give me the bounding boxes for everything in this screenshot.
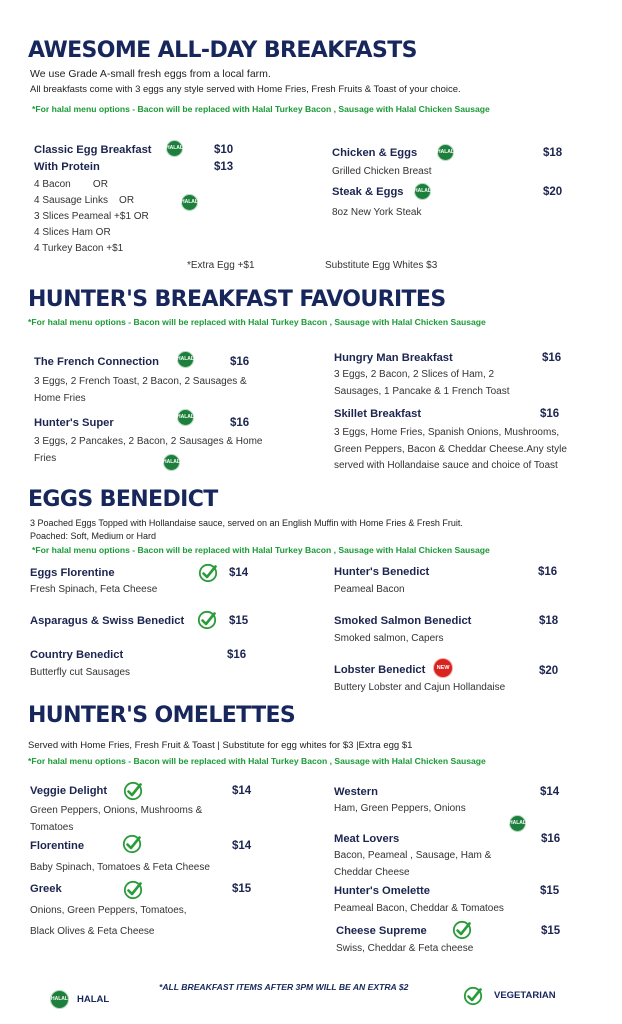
egg-whites-note: Substitute Egg Whites $3 bbox=[325, 260, 438, 271]
option-bacon: 4 Bacon OR bbox=[34, 179, 108, 190]
halal-icon: HALAL bbox=[166, 140, 183, 157]
western-omelette-desc: Ham, Green Peppers, Onions bbox=[334, 803, 466, 814]
section-title-breakfasts: AWESOME ALL-DAY BREAKFASTS bbox=[28, 38, 417, 63]
skillet-price: $16 bbox=[540, 408, 560, 420]
chicken-eggs-name: Chicken & Eggs bbox=[332, 147, 418, 159]
veggie-delight-price: $14 bbox=[232, 785, 252, 797]
halal-icon: HALAL bbox=[414, 183, 431, 200]
steak-eggs-desc: 8oz New York Steak bbox=[332, 207, 422, 218]
halal-icon: HALAL bbox=[181, 194, 198, 211]
new-badge-icon: NEW bbox=[433, 658, 453, 678]
hunters-omelette-name: Hunter's Omelette bbox=[334, 885, 430, 897]
lobster-benedict-name: Lobster Benedict bbox=[334, 664, 426, 676]
section-title-favourites: HUNTER'S BREAKFAST FAVOURITES bbox=[28, 287, 446, 312]
breakfasts-halal-note: *For halal menu options - Bacon will be replaced with Halal Turkey Bacon , Sausage with Halal Chicken Sausage bbox=[32, 104, 490, 114]
eggs-florentine-name: Eggs Florentine bbox=[30, 567, 115, 579]
florentine-omelette-price: $14 bbox=[232, 840, 252, 852]
vegetarian-check-icon bbox=[123, 781, 143, 801]
breakfasts-intro-2: All breakfasts come with 3 eggs any style served with Home Fries, Fresh Fruits & Toast of your choice. bbox=[30, 84, 461, 95]
hunters-benedict-name: Hunter's Benedict bbox=[334, 566, 430, 578]
halal-icon: HALAL bbox=[177, 409, 194, 426]
benedict-halal-note: *For halal menu options - Bacon will be replaced with Halal Turkey Bacon , Sausage with Halal Chicken Sausage bbox=[32, 545, 490, 555]
section-title-omelettes: HUNTER'S OMELETTES bbox=[28, 703, 296, 728]
hungry-man-price: $16 bbox=[542, 352, 562, 364]
country-benedict-name: Country Benedict bbox=[30, 649, 124, 661]
hunters-omelette-price: $15 bbox=[540, 885, 560, 897]
chicken-eggs-price: $18 bbox=[543, 147, 563, 159]
lobster-benedict-desc: Buttery Lobster and Cajun Hollandaise bbox=[334, 682, 506, 693]
benedict-intro-1: 3 Poached Eggs Topped with Hollandaise sauce, served on an English Muffin with Home Fries & Fresh Fruit. bbox=[30, 518, 463, 528]
salmon-benedict-desc: Smoked salmon, Capers bbox=[334, 633, 444, 644]
greek-omelette-name: Greek bbox=[30, 883, 62, 895]
veggie-delight-name: Veggie Delight bbox=[30, 785, 108, 797]
hunters-super-price: $16 bbox=[230, 417, 250, 429]
french-connection-price: $16 bbox=[230, 356, 250, 368]
steak-eggs-name: Steak & Eggs bbox=[332, 186, 404, 198]
favourites-halal-note: *For halal menu options - Bacon will be replaced with Halal Turkey Bacon , Sausage with Halal Chicken Sausage bbox=[28, 317, 486, 327]
section-title-benedict: EGGS BENEDICT bbox=[28, 487, 218, 512]
hungry-man-desc: 3 Eggs, 2 Bacon, 2 Slices of Ham, 2 Sausages, 1 Pancake & 1 French Toast bbox=[334, 369, 510, 397]
country-benedict-desc: Butterfly cut Sausages bbox=[30, 667, 131, 678]
hunters-super-name: Hunter's Super bbox=[34, 417, 114, 429]
hunters-benedict-price: $16 bbox=[538, 566, 558, 578]
chicken-eggs-desc: Grilled Chicken Breast bbox=[332, 166, 432, 177]
halal-icon: HALAL bbox=[177, 351, 194, 368]
skillet-name: Skillet Breakfast bbox=[334, 408, 422, 420]
vegetarian-check-icon bbox=[452, 920, 472, 940]
greek-omelette-desc-1: Onions, Green Peppers, Tomatoes, bbox=[30, 905, 187, 916]
vegetarian-legend-label: VEGETARIAN bbox=[494, 990, 556, 1001]
classic-protein-name: With Protein bbox=[34, 161, 100, 173]
eggs-florentine-desc: Fresh Spinach, Feta Cheese bbox=[30, 584, 158, 595]
eggs-florentine-price: $14 bbox=[229, 567, 249, 579]
meat-lovers-name: Meat Lovers bbox=[334, 833, 400, 845]
hunters-omelette-desc: Peameal Bacon, Cheddar & Tomatoes bbox=[334, 903, 504, 914]
hunters-super-desc: 3 Eggs, 2 Pancakes, 2 Bacon, 2 Sausages & Home Fries bbox=[34, 436, 263, 464]
french-connection-desc: 3 Eggs, 2 French Toast, 2 Bacon, 2 Sausages & Home Fries bbox=[34, 376, 247, 404]
halal-icon: HALAL bbox=[437, 144, 454, 161]
option-sausage: 4 Sausage Links OR bbox=[34, 195, 135, 206]
greek-omelette-desc-2: Black Olives & Feta Cheese bbox=[30, 926, 155, 937]
halal-icon: HALAL bbox=[509, 815, 526, 832]
vegetarian-legend-icon bbox=[463, 986, 483, 1006]
salmon-benedict-name: Smoked Salmon Benedict bbox=[334, 615, 472, 627]
meat-lovers-price: $16 bbox=[541, 833, 561, 845]
classic-egg-name: Classic Egg Breakfast bbox=[34, 144, 152, 156]
vegetarian-check-icon bbox=[198, 563, 218, 583]
vegetarian-check-icon bbox=[122, 834, 142, 854]
salmon-benedict-price: $18 bbox=[539, 615, 559, 627]
french-connection-name: The French Connection bbox=[34, 356, 159, 368]
option-turkey-bacon: 4 Turkey Bacon +$1 bbox=[34, 243, 124, 254]
omelettes-intro: Served with Home Fries, Fresh Fruit & Toast | Substitute for egg whites for $3 |Extra egg $1 bbox=[28, 740, 413, 751]
hungry-man-name: Hungry Man Breakfast bbox=[334, 352, 453, 364]
asparagus-benedict-name: Asparagus & Swiss Benedict bbox=[30, 615, 185, 627]
vegetarian-check-icon bbox=[197, 610, 217, 630]
cheese-supreme-desc: Swiss, Cheddar & Feta cheese bbox=[336, 943, 474, 954]
halal-icon: HALAL bbox=[163, 454, 180, 471]
cheese-supreme-name: Cheese Supreme bbox=[336, 925, 427, 937]
country-benedict-price: $16 bbox=[227, 649, 247, 661]
classic-protein-price: $13 bbox=[214, 161, 234, 173]
halal-legend-icon: HALAL bbox=[50, 990, 69, 1009]
extra-egg-note: *Extra Egg +$1 bbox=[187, 260, 255, 271]
after-3pm-note: *ALL BREAKFAST ITEMS AFTER 3PM WILL BE AN EXTRA $2 bbox=[159, 982, 409, 992]
hunters-benedict-desc: Peameal Bacon bbox=[334, 584, 405, 595]
omelettes-halal-note: *For halal menu options - Bacon will be replaced with Halal Turkey Bacon , Sausage with Halal Chicken Sausage bbox=[28, 756, 486, 766]
steak-eggs-price: $20 bbox=[543, 186, 563, 198]
western-omelette-price: $14 bbox=[540, 786, 560, 798]
florentine-omelette-name: Florentine bbox=[30, 840, 85, 852]
greek-omelette-price: $15 bbox=[232, 883, 252, 895]
option-peameal: 3 Slices Peameal +$1 OR bbox=[34, 211, 149, 222]
florentine-omelette-desc: Baby Spinach, Tomatoes & Feta Cheese bbox=[30, 862, 210, 873]
classic-egg-price: $10 bbox=[214, 144, 234, 156]
halal-legend-label: HALAL bbox=[77, 994, 110, 1005]
benedict-intro-2: Poached: Soft, Medium or Hard bbox=[30, 531, 157, 541]
lobster-benedict-price: $20 bbox=[539, 665, 559, 677]
skillet-desc: 3 Eggs, Home Fries, Spanish Onions, Mushrooms, Green Peppers, Bacon & Cheddar Cheese.Any style served with Hollandaise sauce and choice of Toast bbox=[334, 427, 567, 471]
asparagus-benedict-price: $15 bbox=[229, 615, 249, 627]
breakfasts-intro-1: We use Grade A-small fresh eggs from a local farm. bbox=[30, 68, 271, 80]
meat-lovers-desc: Bacon, Peameal , Sausage, Ham & Cheddar Cheese bbox=[334, 850, 492, 878]
option-ham: 4 Slices Ham OR bbox=[34, 227, 111, 238]
veggie-delight-desc: Green Peppers, Onions, Mushrooms & Tomatoes bbox=[30, 805, 203, 833]
western-omelette-name: Western bbox=[334, 786, 378, 798]
vegetarian-check-icon bbox=[123, 880, 143, 900]
cheese-supreme-price: $15 bbox=[541, 925, 561, 937]
